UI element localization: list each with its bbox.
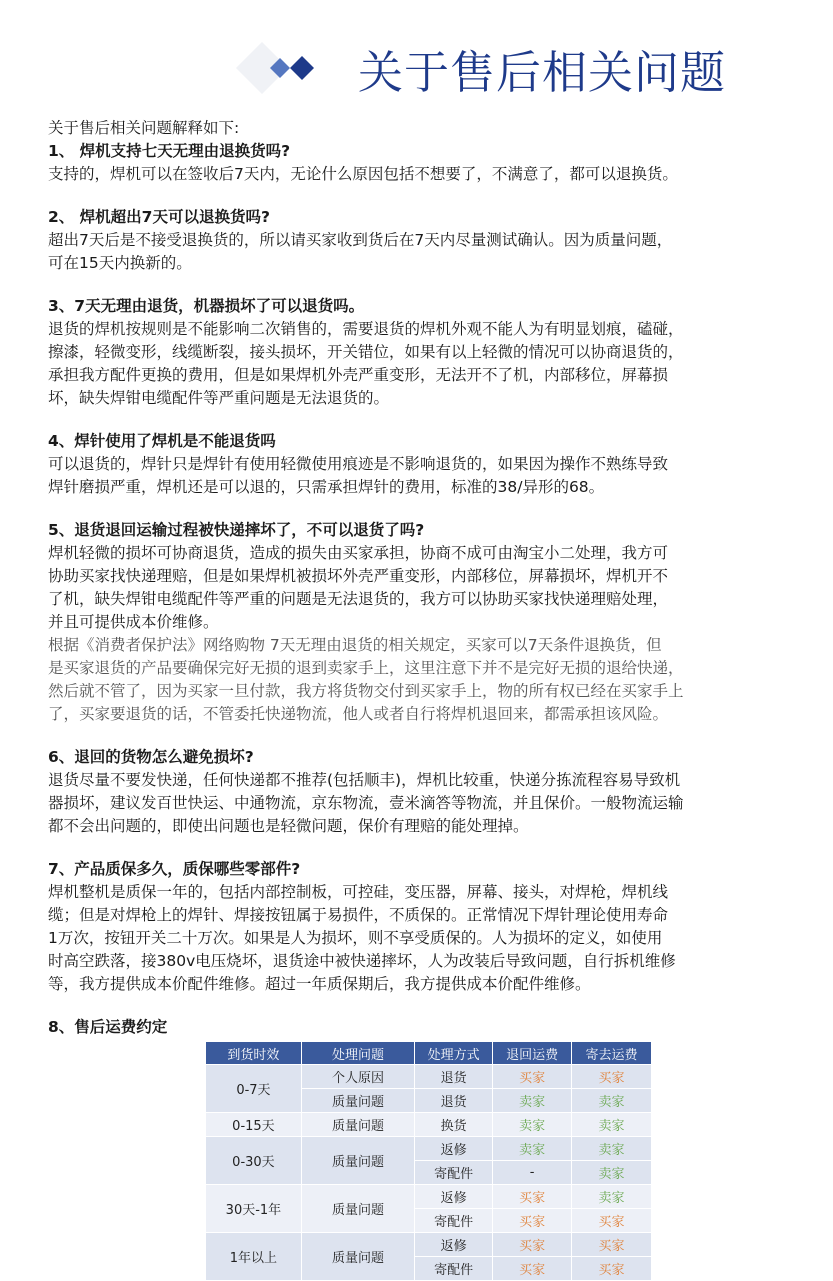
faq-section-6: [48, 746, 823, 838]
table-row: [206, 1113, 652, 1137]
send-fee-cell: 买家: [572, 1257, 652, 1281]
method-cell: 换货: [415, 1113, 493, 1137]
send-fee-cell: 买家: [572, 1209, 652, 1233]
return-fee-cell: 买家: [493, 1209, 572, 1233]
method-cell: 寄配件: [415, 1209, 493, 1233]
issue-cell: 质量问题: [301, 1233, 414, 1281]
send-fee-cell: 买家: [572, 1065, 652, 1089]
faq-section-1: [48, 140, 823, 186]
return-fee-cell: 买家: [493, 1257, 572, 1281]
send-fee-cell: 买家: [572, 1233, 652, 1257]
question-title: 4、焊针使用了焊机是不能退货吗: [48, 432, 276, 450]
answer-line: 并且可提供成本价维修。: [48, 613, 219, 631]
send-fee-cell: 卖家: [572, 1137, 652, 1161]
law-note-line: 然后就不管了，因为买家一旦付款，我方将货物交付到买家手上，物的所有权已经在买家手上: [48, 682, 684, 700]
answer-line: 缆；但是对焊枪上的焊针、焊接按钮属于易损件，不质保的。正常情况下焊针理论使用寿命: [48, 906, 669, 924]
table-header-row: [206, 1042, 652, 1065]
issue-cell: 个人原因: [301, 1065, 414, 1089]
question-title: 2、 焊机超出7天可以退换货吗?: [48, 208, 270, 226]
answer-line: 都不会出问题的，即使出问题也是轻微问题，保价有理赔的能处理掉。: [48, 817, 529, 835]
return-fee-cell: 卖家: [493, 1137, 572, 1161]
return-fee-cell: 买家: [493, 1185, 572, 1209]
issue-cell: 质量问题: [301, 1113, 414, 1137]
answer-line: 可在15天内换新的。: [48, 254, 192, 272]
faq-section-2: [48, 206, 823, 275]
intro-text: 关于售后相关问题解释如下:: [48, 119, 240, 137]
answer-line: 1万次，按钮开关二十万次。如果是人为损坏，则不享受质保的。人为损坏的定义，如使用: [48, 929, 663, 947]
method-cell: 退货: [415, 1089, 493, 1113]
column-header: 寄去运费: [572, 1042, 652, 1065]
method-cell: 寄配件: [415, 1257, 493, 1281]
law-note-line: 了，买家要退货的话，不管委托快递物流，他人或者自行将焊机退回来，都需承担该风险。: [48, 705, 669, 723]
question-title: 6、退回的货物怎么避免损坏?: [48, 748, 254, 766]
answer-line: 擦漆，轻微变形，线缆断裂，接头损坏，开关错位，如果有以上轻微的情况可以协商退货的，: [48, 343, 684, 361]
return-fee-cell: -: [493, 1161, 572, 1185]
period-cell: 0-15天: [206, 1113, 302, 1137]
answer-line: 坏，缺失焊钳电缆配件等严重问题是无法退货的。: [48, 389, 390, 407]
send-fee-cell: 卖家: [572, 1185, 652, 1209]
answer-line: 焊机轻微的损坏可协商退货，造成的损失由买家承担，协商不成可由淘宝小二处理，我方可: [48, 544, 669, 562]
send-fee-cell: 卖家: [572, 1089, 652, 1113]
answer-line: 可以退货的，焊针只是焊针有使用轻微使用痕迹是不影响退货的，如果因为操作不熟练导致: [48, 455, 669, 473]
column-header: 处理方式: [415, 1042, 493, 1065]
faq-section-4: [48, 430, 823, 499]
table-row: [206, 1137, 652, 1161]
header: [0, 0, 833, 110]
answer-line: 焊机整机是质保一年的，包括内部控制板，可控硅，变压器，屏幕、接头，对焊枪，焊机线: [48, 883, 669, 901]
return-fee-cell: 买家: [493, 1233, 572, 1257]
period-cell: 30天-1年: [206, 1185, 302, 1233]
diamond-logo-icon: [232, 38, 332, 98]
column-header: 到货时效: [206, 1042, 302, 1065]
answer-line: 超出7天后是不接受退换货的，所以请买家收到货后在7天内尽量测试确认。因为质量问题，: [48, 231, 673, 249]
method-cell: 返修: [415, 1233, 493, 1257]
send-fee-cell: 卖家: [572, 1161, 652, 1185]
question-title: 8、售后运费约定: [48, 1018, 168, 1036]
answer-line: 承担我方配件更换的费用，但是如果焊机外壳严重变形，无法开不了机，内部移位，屏幕损: [48, 366, 669, 384]
faq-section-3: [48, 295, 823, 410]
question-title: 1、 焊机支持七天无理由退换货吗?: [48, 142, 291, 160]
faq-section-7: [48, 858, 823, 996]
law-note-line: 根据《消费者保护法》网络购物 7天无理由退货的相关规定，买家可以7天条件退换货，但: [48, 636, 662, 654]
question-title: 7、产品质保多久，质保哪些零部件?: [48, 860, 301, 878]
faq-section-5: [48, 519, 823, 726]
question-title: 5、退货退回运输过程被快递摔坏了，不可以退货了吗?: [48, 521, 425, 539]
answer-line: 等，我方提供成本价配件维修。超过一年质保期后，我方提供成本价配件维修。: [48, 975, 591, 993]
send-fee-cell: 卖家: [572, 1113, 652, 1137]
law-note-line: 是买家退货的产品要确保完好无损的退到卖家手上，这里注意下并不是完好无损的退给快递，: [48, 659, 684, 677]
return-fee-cell: 卖家: [493, 1113, 572, 1137]
faq-section-8: [48, 1016, 823, 1039]
method-cell: 退货: [415, 1065, 493, 1089]
method-cell: 寄配件: [415, 1161, 493, 1185]
answer-line: 退货的焊机按规则是不能影响二次销售的，需要退货的焊机外观不能人为有明显划痕，磕碰，: [48, 320, 684, 338]
shipping-fee-table: [205, 1041, 652, 1281]
column-header: 退回运费: [493, 1042, 572, 1065]
faq-content: [48, 117, 823, 1039]
answer-line: 焊针磨损严重，焊机还是可以退的，只需承担焊针的费用，标准的38/异形的68。: [48, 478, 605, 496]
page-title: 关于售后相关问题: [358, 46, 727, 99]
return-fee-cell: 买家: [493, 1065, 572, 1089]
method-cell: 返修: [415, 1137, 493, 1161]
question-title: 3、7天无理由退货，机器损坏了可以退货吗。: [48, 297, 365, 315]
period-cell: 1年以上: [206, 1233, 302, 1281]
answer-line: 退货尽量不要发快递，任何快递都不推荐(包括顺丰)，焊机比较重，快递分拣流程容易导致机: [48, 771, 681, 789]
issue-cell: 质量问题: [301, 1089, 414, 1113]
return-fee-cell: 卖家: [493, 1089, 572, 1113]
issue-cell: 质量问题: [301, 1137, 414, 1185]
issue-cell: 质量问题: [301, 1185, 414, 1233]
table-row: [206, 1185, 652, 1209]
table-row: [206, 1065, 652, 1089]
answer-line: 了机，缺失焊钳电缆配件等严重的问题是无法退货的，我方可以协助买家找快递理赔处理，: [48, 590, 669, 608]
answer-line: 器损坏，建议发百世快运、中通物流，京东物流，壹米滴答等物流，并且保价。一般物流运输: [48, 794, 684, 812]
table-row: [206, 1233, 652, 1257]
answer-line: 支持的，焊机可以在签收后7天内，无论什么原因包括不想要了，不满意了，都可以退换货。: [48, 165, 678, 183]
method-cell: 返修: [415, 1185, 493, 1209]
period-cell: 0-30天: [206, 1137, 302, 1185]
answer-line: 协助买家找快递理赔，但是如果焊机被损坏外壳严重变形，内部移位，屏幕损坏，焊机开不: [48, 567, 669, 585]
answer-line: 时高空跌落，接380v电压烧坏，退货途中被快递摔坏，人为改装后导致问题，自行拆机维修: [48, 952, 676, 970]
column-header: 处理问题: [301, 1042, 414, 1065]
period-cell: 0-7天: [206, 1065, 302, 1113]
